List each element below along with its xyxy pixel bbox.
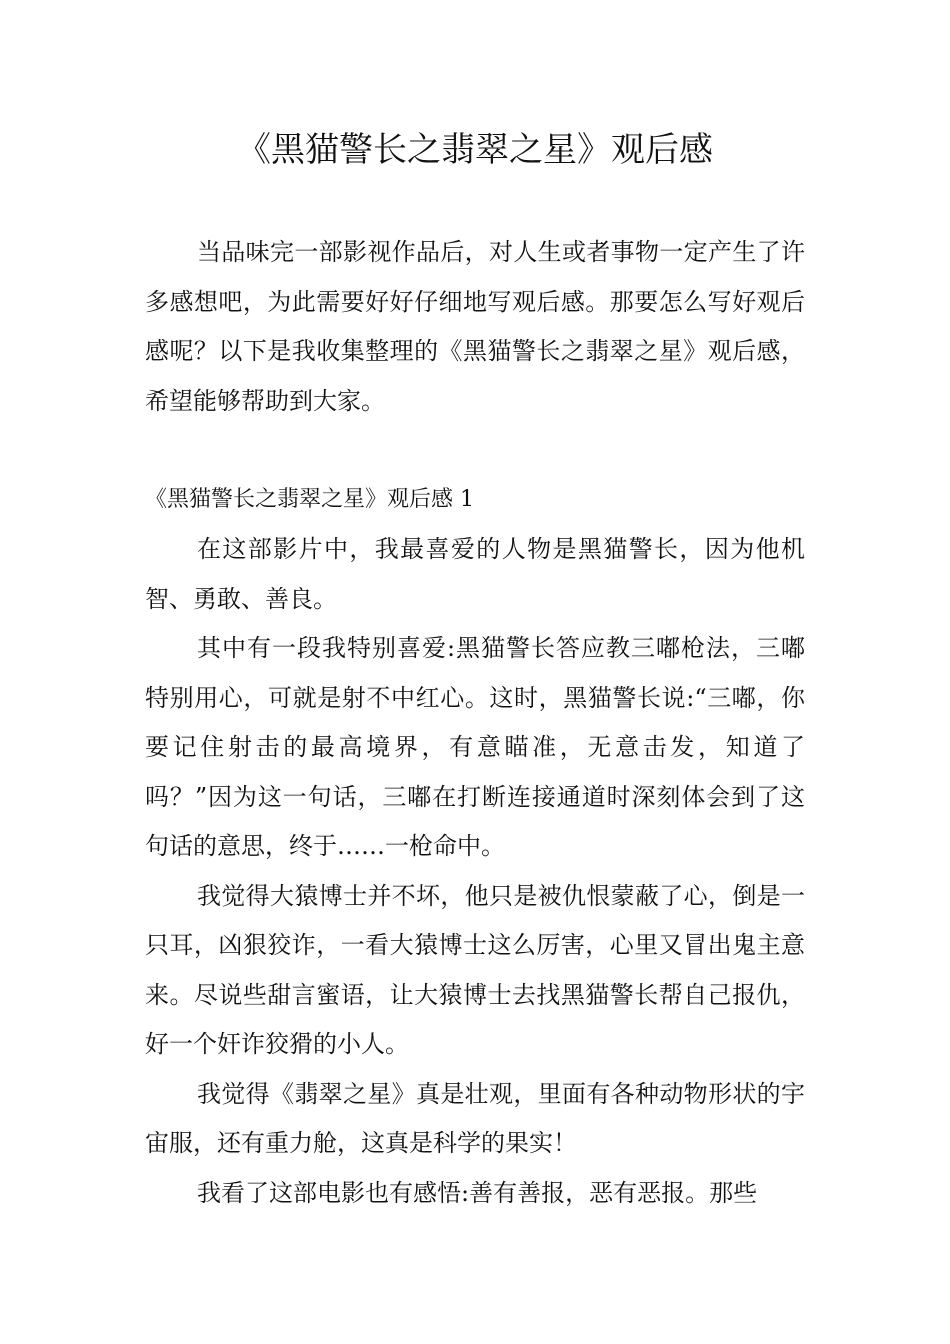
paragraph-2: 其中有一段我特别喜爱:黑猫警长答应教三嘟枪法，三嘟特别用心，可就是射不中红心。这时，黑猫警长说:“三嘟，你要记住射击的最高境界，有意瞄准，无意击发，知道了吗？”因为这一句话，三嘟在打断连接通道时深刻体会到了这句话的意思，终于……一枪命中。 bbox=[145, 634, 805, 860]
paragraph-1: 在这部影片中，我最喜爱的人物是黑猫警长，因为他机智、勇敢、善良。 bbox=[145, 535, 805, 613]
intro-paragraph: 当品味完一部影视作品后，对人生或者事物一定产生了许多感想吧，为此需要好好仔细地写观后感。那要怎么写好观后感呢？以下是我收集整理的《黑猫警长之翡翠之星》观后感，希望能够帮助到大家。 bbox=[145, 238, 805, 415]
paragraph-5: 我看了这部电影也有感悟:善有善报，恶有恶报。那些 bbox=[197, 1178, 758, 1207]
document-title: 《黑猫警长之翡翠之星》观后感 bbox=[237, 130, 713, 170]
section-heading: 《黑猫警长之翡翠之星》观后感 1 bbox=[145, 487, 474, 512]
paragraph-4: 我觉得《翡翠之星》真是壮观，里面有各种动物形状的宇宙服，还有重力舱，这真是科学的果实！ bbox=[145, 1079, 805, 1157]
paragraph-3: 我觉得大猿博士并不坏，他只是被仇恨蒙蔽了心，倒是一只耳，凶狠狡诈，一看大猿博士这么厉害，心里又冒出鬼主意来。尽说些甜言蜜语，让大猿博士去找黑猫警长帮自己报仇，好一个奸诈狡猾的小人。 bbox=[145, 881, 805, 1058]
section-body bbox=[145, 525, 805, 1218]
